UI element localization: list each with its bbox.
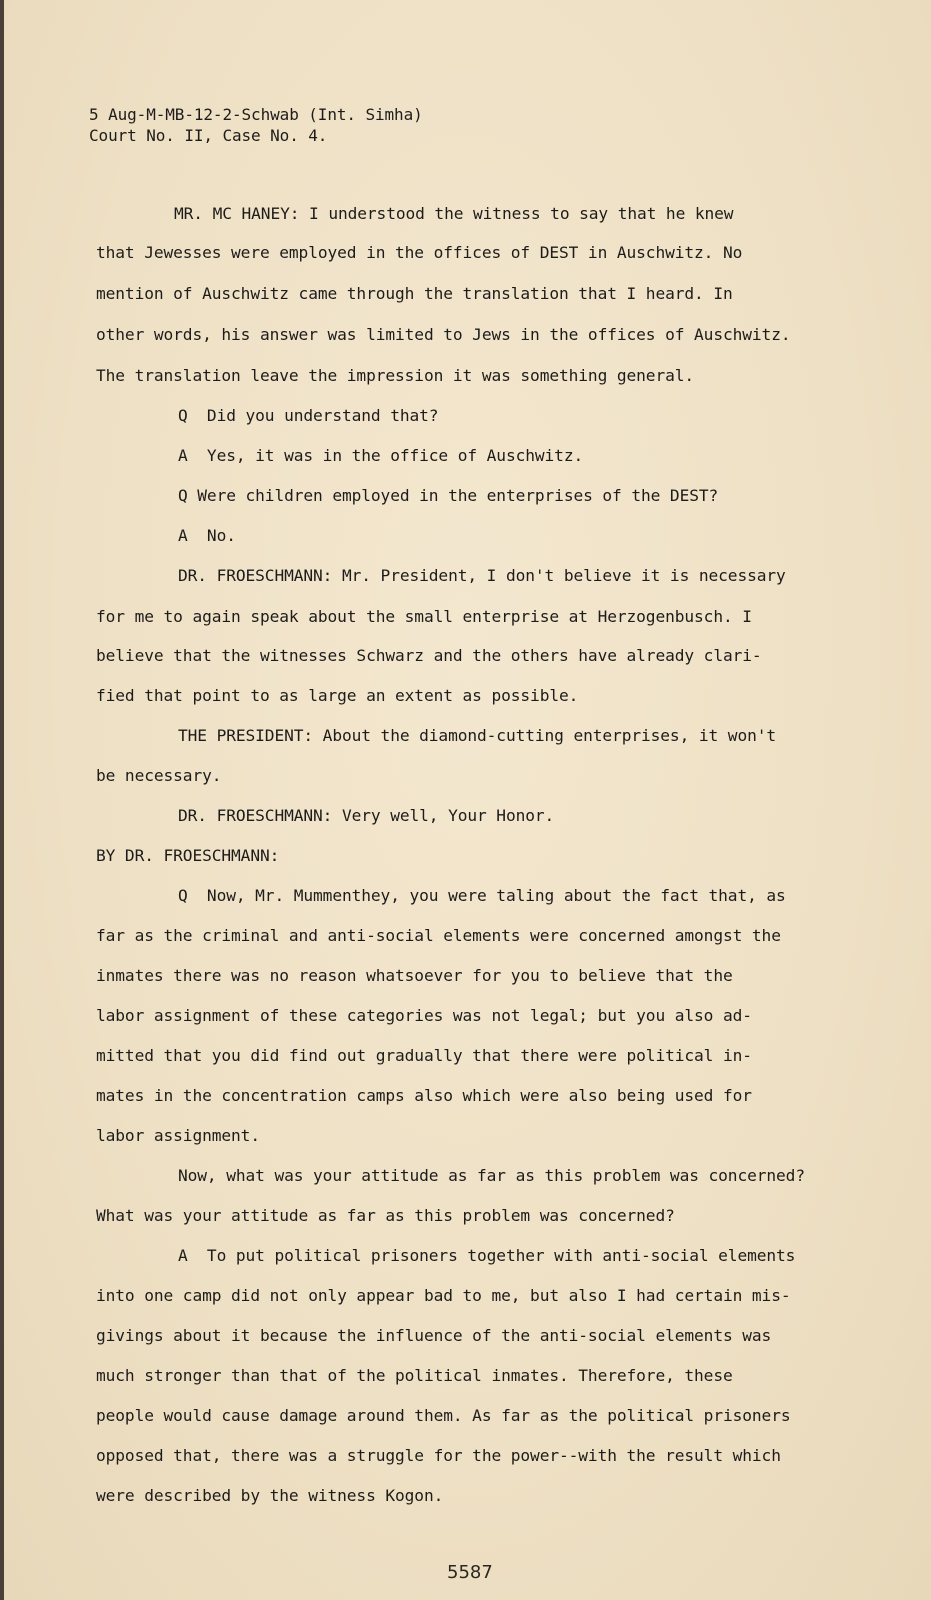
transcript-header [89, 104, 423, 146]
text-line: be necessary. [96, 766, 222, 785]
text-line: were described by the witness Kogon. [96, 1486, 444, 1505]
text-line: Now, what was your attitude as far as this problem was concerned? [178, 1166, 805, 1185]
text-line: Q Now, Mr. Mummenthey, you were taling about the fact that, as [178, 886, 786, 905]
text-line: people would cause damage around them. As far as the political prisoners [96, 1406, 791, 1425]
text-line: givings about it because the influence of the anti-social elements was [96, 1326, 772, 1345]
text-line: much stronger than that of the political inmates. Therefore, these [96, 1366, 733, 1385]
page-number: 5587 [447, 1562, 493, 1583]
text-line: opposed that, there was a struggle for the power--with the result which [96, 1446, 781, 1465]
text-line: A No. [178, 526, 236, 545]
text-line: other words, his answer was limited to Jews in the offices of Auschwitz. [96, 325, 791, 344]
text-line: What was your attitude as far as this problem was concerned? [96, 1206, 675, 1225]
text-line: mates in the concentration camps also which were also being used for [96, 1086, 752, 1105]
text-line: BY DR. FROESCHMANN: [96, 846, 280, 865]
text-line: inmates there was no reason whatsoever for you to believe that the [96, 966, 733, 985]
text-line: mitted that you did find out gradually that there were political in- [96, 1046, 752, 1065]
text-line: MR. MC HANEY: I understood the witness to say that he knew [174, 204, 734, 223]
text-line: The translation leave the impression it was something general. [96, 366, 695, 385]
text-line: DR. FROESCHMANN: Mr. President, I don't believe it is necessary [178, 566, 786, 585]
header-court-line: Court No. II, Case No. 4. [89, 126, 328, 145]
text-line: DR. FROESCHMANN: Very well, Your Honor. [178, 806, 555, 825]
text-line: Q Were children employed in the enterprises of the DEST? [178, 486, 719, 505]
page-edge [0, 0, 4, 1600]
text-line: that Jewesses were employed in the offices of DEST in Auschwitz. No [96, 243, 743, 262]
text-line: mention of Auschwitz came through the translation that I heard. In [96, 284, 733, 303]
text-line: A To put political prisoners together with anti-social elements [178, 1246, 796, 1265]
text-line: for me to again speak about the small enterprise at Herzogenbusch. I [96, 607, 752, 626]
text-line: believe that the witnesses Schwarz and the others have already clari- [96, 646, 762, 665]
text-line: far as the criminal and anti-social elements were concerned amongst the [96, 926, 781, 945]
text-line: Q Did you understand that? [178, 406, 439, 425]
text-line: A Yes, it was in the office of Auschwitz. [178, 446, 584, 465]
text-line: fied that point to as large an extent as possible. [96, 686, 579, 705]
text-line: THE PRESIDENT: About the diamond-cutting enterprises, it won't [178, 726, 777, 745]
text-line: labor assignment. [96, 1126, 260, 1145]
text-line: labor assignment of these categories was not legal; but you also ad- [96, 1006, 752, 1025]
header-session-line: 5 Aug-M-MB-12-2-Schwab (Int. Simha) [89, 105, 423, 124]
text-line: into one camp did not only appear bad to me, but also I had certain mis- [96, 1286, 791, 1305]
